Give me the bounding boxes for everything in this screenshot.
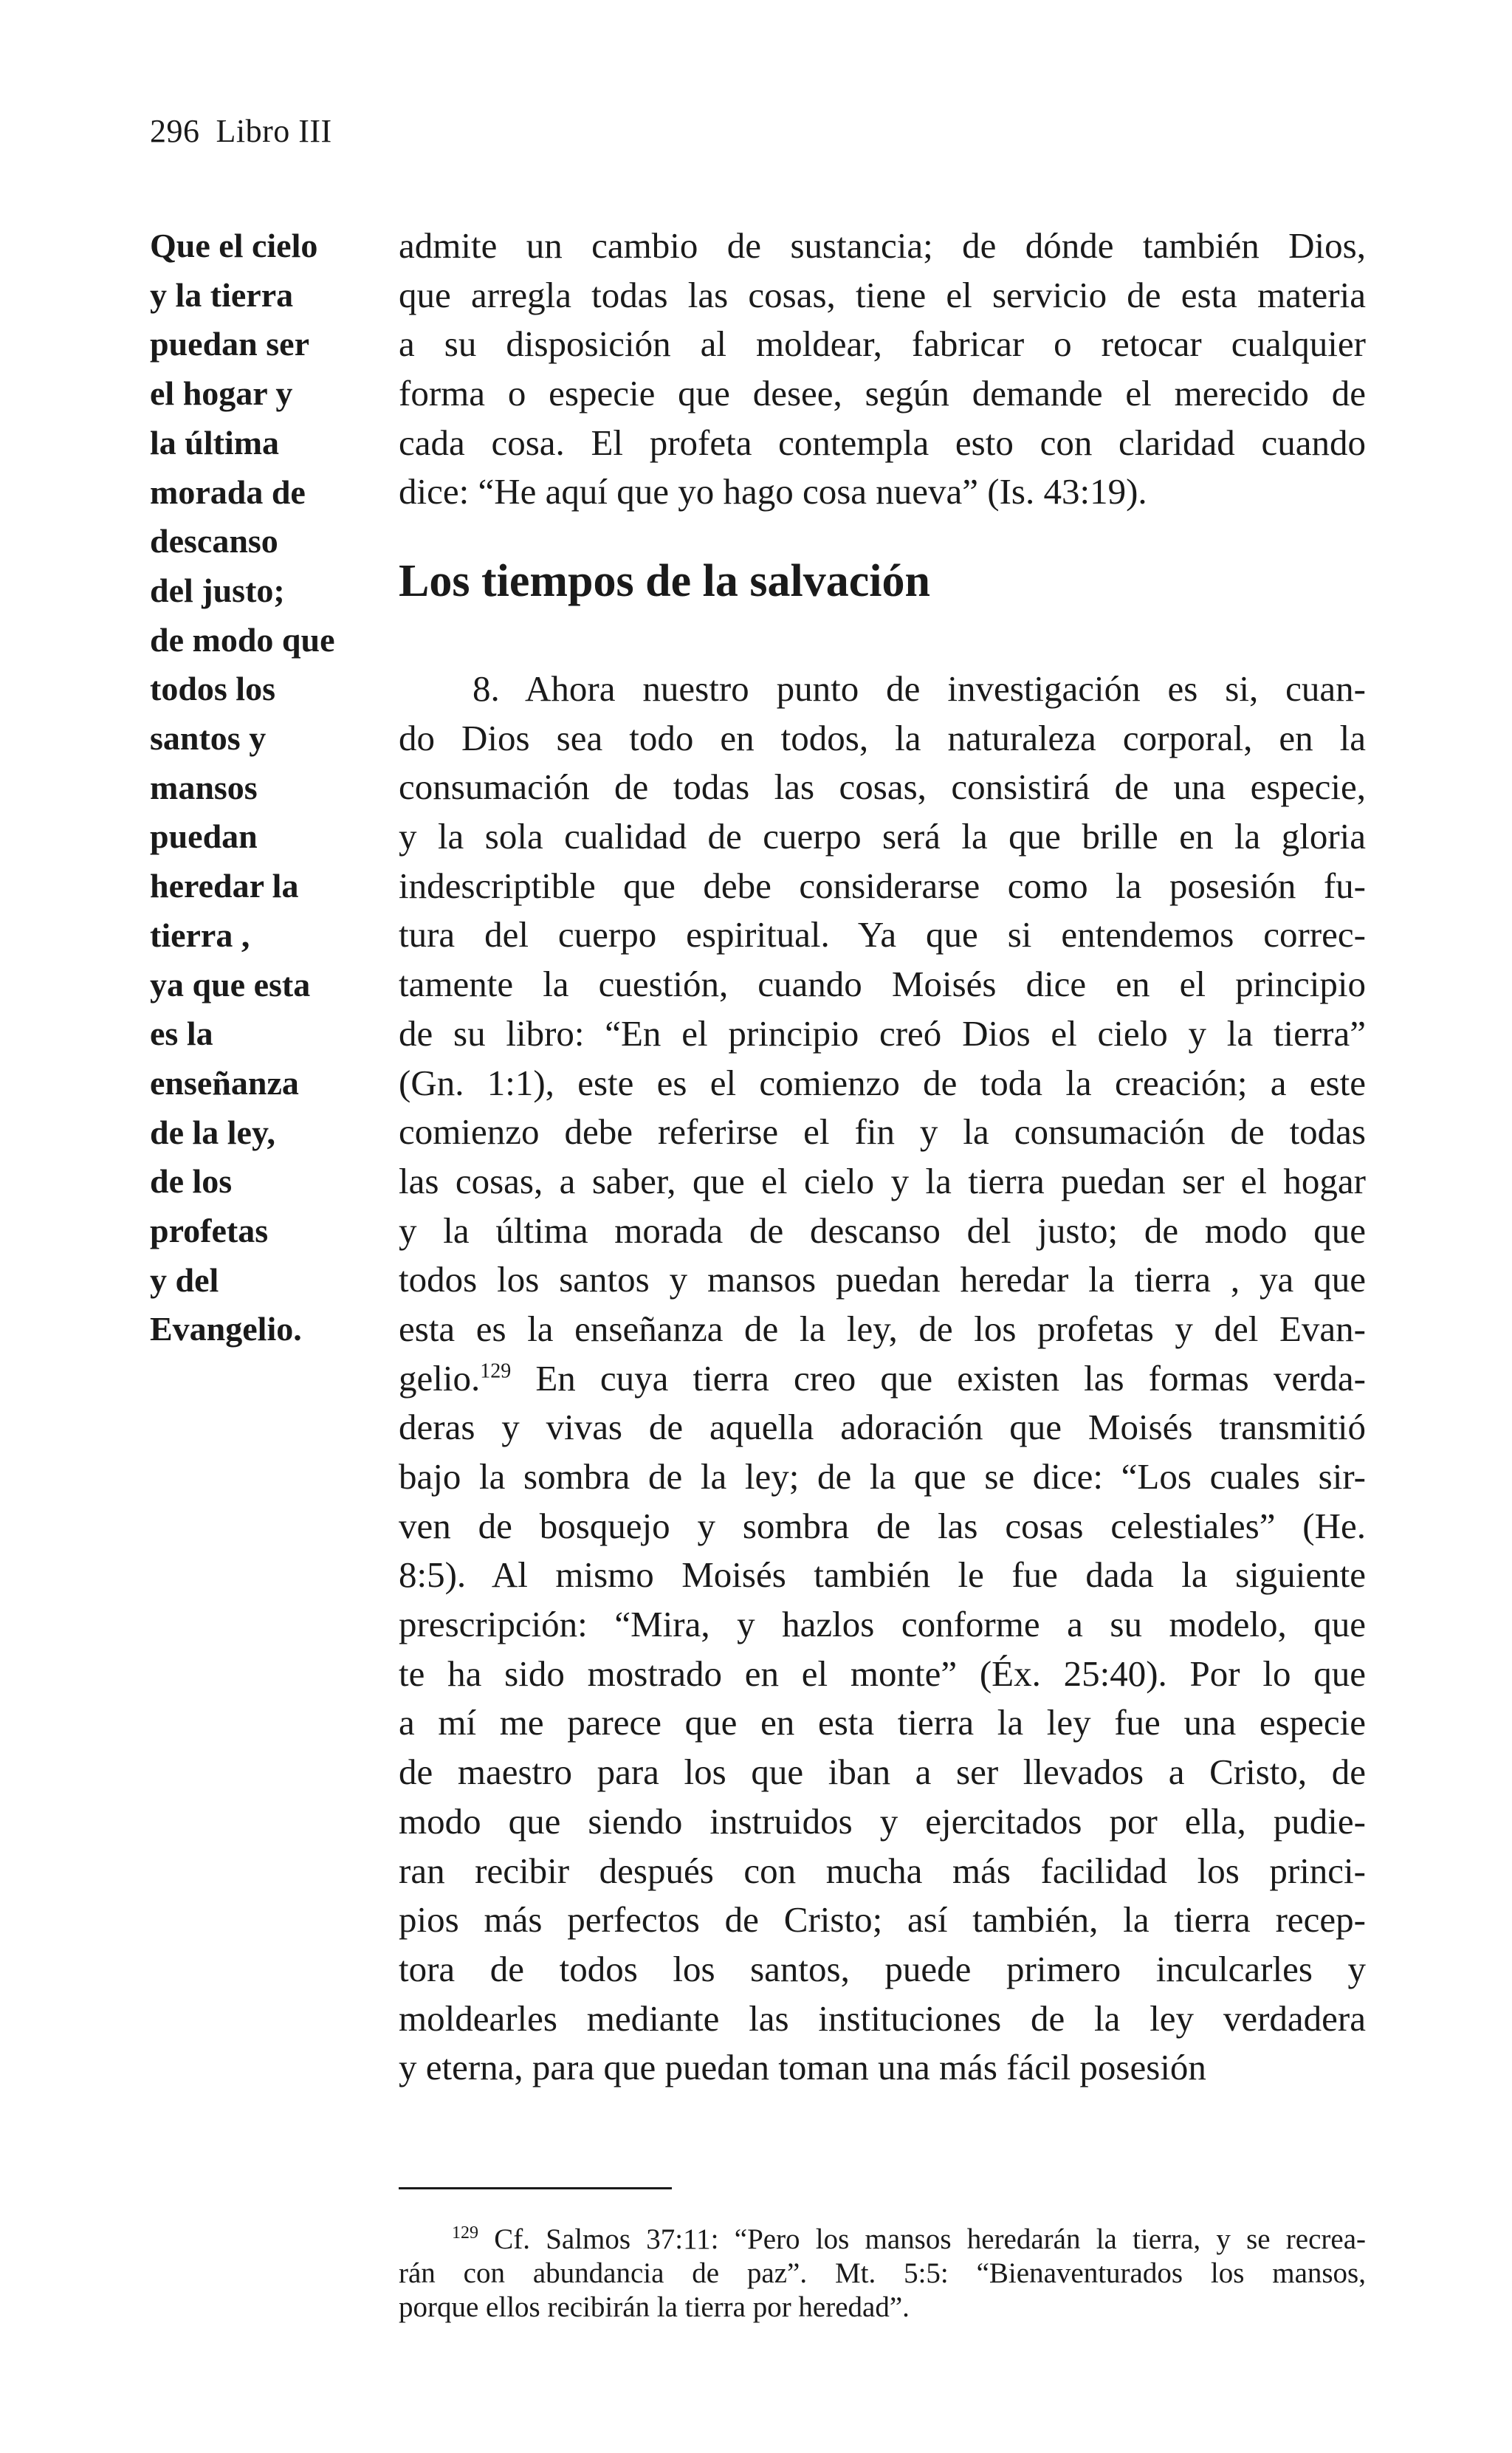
footnote-reference[interactable]: 129 — [480, 1359, 512, 1383]
text-line: esta es la enseñanza de la ley, de los profetas y del Evan- — [399, 1308, 1366, 1349]
text-line: tura del cuerpo espiritual. Ya que si entendemos correc- — [399, 914, 1366, 956]
text-line-with-footnote — [399, 1354, 1366, 1404]
text-line: ran recibir después con mucha más facilidad los princi- — [399, 1850, 1366, 1891]
margin-note-line: puedan — [150, 817, 258, 856]
text-line: indescriptible que debe considerarse como la posesión fu- — [399, 865, 1366, 906]
margin-note — [150, 222, 371, 1354]
text-line: y la sola cualidad de cuerpo será la que brille en la gloria — [399, 816, 1366, 857]
text-line: moldearles mediante las instituciones de la ley verdadera — [399, 1997, 1366, 2039]
margin-note-line: y del — [150, 1260, 219, 1299]
margin-note-line: descanso — [150, 522, 278, 560]
margin-note-line: puedan ser — [150, 325, 309, 363]
text-line: de maestro para los que iban a ser llevados a Cristo, de — [399, 1752, 1366, 1793]
text-line: prescripción: “Mira, y hazlos conforme a su modelo, que — [399, 1604, 1366, 1645]
text-line: ven de bosquejo y sombra de las cosas celestiales” (He. — [399, 1505, 1366, 1546]
text-line: admite un cambio de sustancia; de dónde también Dios, — [399, 225, 1366, 266]
text-line: cada cosa. El profeta contempla esto con claridad cuando — [399, 422, 1366, 463]
paragraph-2 — [399, 665, 1366, 2093]
footnote-line: porque ellos recibirán la tierra por heredad”. — [399, 2291, 910, 2323]
text-line: (Gn. 1:1), este es el comienzo de toda la creación; a este — [399, 1062, 1366, 1103]
margin-note-line: la última — [150, 423, 280, 462]
text-line: bajo la sombra de la ley; de la que se dice: “Los cuales sir- — [399, 1456, 1366, 1497]
footnote-line: rán con abundancia de paz”. Mt. 5:5: “Bienaventurados los mansos, — [399, 2257, 1366, 2289]
margin-note-line: el hogar y — [150, 374, 293, 413]
margin-note-line: morada de — [150, 473, 306, 511]
text-line: te ha sido mostrado en el monte” (Éx. 25:40). Por lo que — [399, 1653, 1366, 1694]
margin-note-line: tierra , — [150, 916, 250, 954]
text-line: modo que siendo instruidos y ejercitados por ella, pudie- — [399, 1800, 1366, 1842]
section-heading: Los tiempos de la salvación — [399, 556, 930, 606]
margin-note-line: profetas — [150, 1212, 269, 1250]
book-title: Libro III — [216, 113, 332, 149]
text-line: do Dios sea todo en todos, la naturaleza corporal, en la — [399, 717, 1366, 758]
text-line: pios más perfectos de Cristo; así también, la tierra recep- — [399, 1899, 1366, 1941]
footnote-number: 129 — [452, 2223, 478, 2243]
text-line: tamente la cuestión, cuando Moisés dice en el principio — [399, 964, 1366, 1005]
text-fragment: En cuya tierra creo que existen las formas verda- — [511, 1357, 1366, 1399]
margin-note-line: Que el cielo — [150, 227, 318, 264]
text-line: y eterna, para que puedan toman una más fácil posesión — [399, 2047, 1206, 2088]
text-line: consumación de todas las cosas, consistirá de una especie, — [399, 766, 1366, 808]
page-number: 296 — [150, 113, 200, 149]
margin-note-line: y la tierra — [150, 275, 294, 314]
footnote-text: Cf. Salmos 37:11: “Pero los mansos heredarán la tierra, y se recrea- — [478, 2223, 1366, 2255]
text-line: 8. Ahora nuestro punto de investigación es si, cuan- — [472, 668, 1366, 709]
margin-note-line: santos y — [150, 719, 267, 758]
text-line: comienzo debe referirse el fin y la consumación de todas — [399, 1111, 1366, 1153]
margin-note-line: enseñanza — [150, 1063, 299, 1102]
margin-note-line: es la — [150, 1015, 213, 1053]
paragraph-1 — [399, 222, 1366, 517]
text-line: de su libro: “En el principio creó Dios el cielo y la tierra” — [399, 1012, 1366, 1054]
text-line: a su disposición al moldear, fabricar o retocar cualquier — [399, 323, 1366, 365]
text-line: deras y vivas de aquella adoración que Moisés transmitió — [399, 1407, 1366, 1448]
margin-note-line: ya que esta — [150, 965, 311, 1004]
margin-note-line: mansos — [150, 768, 258, 806]
margin-note-line: de modo que — [150, 620, 335, 659]
text-line: dice: “He aquí que yo hago cosa nueva” (Is. 43:19). — [399, 471, 1147, 512]
margin-note-line: heredar la — [150, 867, 299, 905]
text-line: que arregla todas las cosas, tiene el servicio de esta materia — [399, 274, 1366, 315]
text-line: a mí me parece que en esta tierra la ley fue una especie — [399, 1702, 1366, 1743]
margin-note-line: Evangelio. — [150, 1310, 302, 1348]
margin-note-line: de los — [150, 1162, 233, 1201]
text-line: y la última morada de descanso del justo; de modo que — [399, 1210, 1366, 1251]
footnote — [399, 2223, 1366, 2325]
footnote-divider — [399, 2187, 672, 2189]
margin-note-line: todos los — [150, 670, 275, 708]
text-line: 8:5). Al mismo Moisés también le fue dada la siguiente — [399, 1554, 1366, 1596]
text-line: tora de todos los santos, puede primero inculcarles y — [399, 1948, 1366, 1989]
text-fragment: gelio. — [399, 1357, 481, 1399]
margin-note-line: del justo; — [150, 571, 285, 609]
text-line: forma o especie que desee, según demande el merecido de — [399, 373, 1366, 414]
text-line: las cosas, a saber, que el cielo y la tierra puedan ser el hogar — [399, 1160, 1366, 1201]
text-line: todos los santos y mansos puedan heredar la tierra , ya que — [399, 1259, 1366, 1300]
footnote-line — [399, 2223, 1366, 2257]
running-head — [150, 112, 332, 150]
margin-note-line: de la ley, — [150, 1113, 275, 1151]
